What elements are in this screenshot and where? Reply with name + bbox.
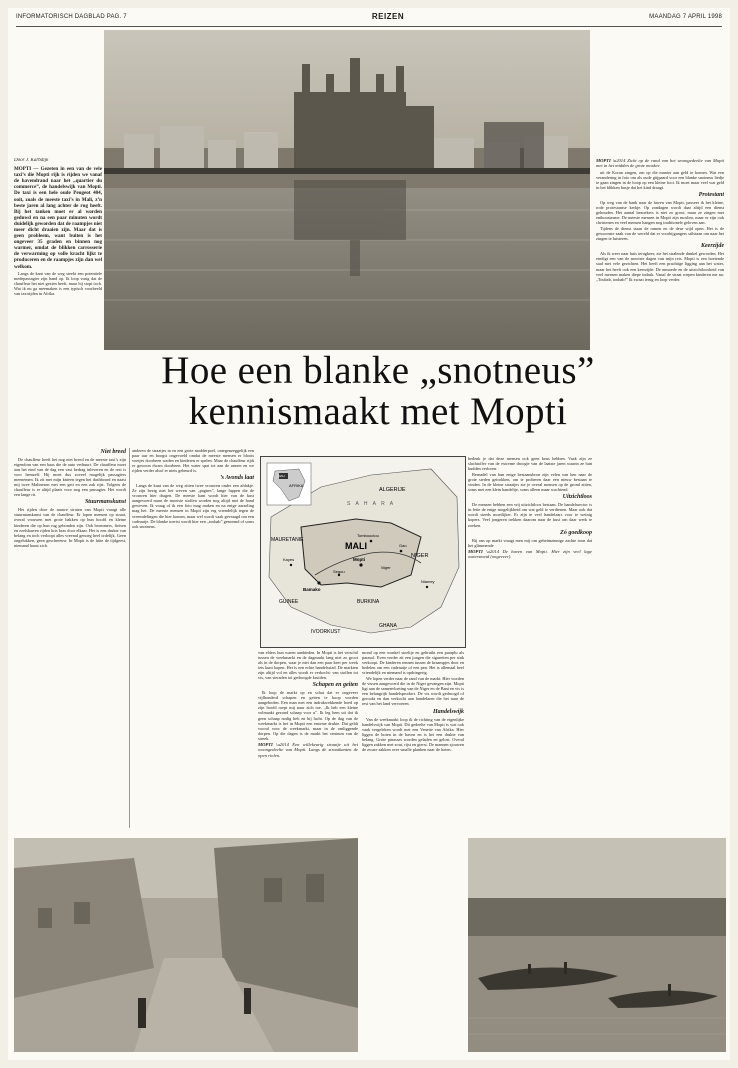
map-label-ghana: GHANA xyxy=(379,623,397,629)
caption-left: MOPTI \u2014 Een willekeurig straatje uit het woongedeelte van Mopti. Langs de straatkanten de open riolen. xyxy=(258,741,358,758)
column-c xyxy=(258,650,358,850)
headline-line-2: kennismaakt met Mopti xyxy=(188,390,568,433)
harbor-photo xyxy=(468,838,726,1052)
map-label-burkina: BURKINA xyxy=(357,599,380,605)
col-f3-text: Tijdens de dienst staan de ramen en de deur wijd open. Het is de gewoonste zaak van de wereld dat er voorbijgangers stilstaan om naar het zingen te luisteren. xyxy=(596,226,724,242)
col-a-text: De chauffeur heeft het nog niet breed en de meeste taxi’s zijn eigendom van een baas die de auto verhuurt. De chauffeur moet aan het eind van de dag een vast bedrag inleveren en de rest is voor hemzelf. Hij moet dus zoveel mogelijk passagiers meenemen. Ik zit met mijn knieen tegen het dashboard en naast mij twee Malinezen met een geit en een zak rijst. Volgens de chauffeur is er altijd plaats voor nog een passagier. Het wordt een lange rit. xyxy=(14,457,126,498)
col-e2-text: Bernadel van hun enige bestaansbron zijn velen van hen naar de grote steden getrokken, om te proberen daar een nieuw bestaan te vinden. In de kleine straatjes zie je overal mensen op de grond zitten, soms met een klein handeltje, soms alleen maar wachtend. xyxy=(468,472,592,493)
caption-right-mid-text: De haven van Mopti. Hier zijn veel lage watersmeid (ongeveer). xyxy=(468,548,592,560)
col-f-text: uit de Koran zingen, om op die manier aan geld te komen. Wat een verandering in foto om als oude gitjpaard voor een blanke snotneus liedje te gaan zingen in de hoop op een kleine fooi. Ik moet maar veel wat geld in het blikken busje dat het kind draagt. xyxy=(596,169,724,190)
masthead xyxy=(16,14,722,27)
subhead-uitzichtloos: Uitzichtloos xyxy=(562,494,592,501)
map-label-algerije: ALGERIJE xyxy=(379,487,406,493)
col-b-text: anderen de straatjes in en een grote modderpoel, ontegenzeggelijk een paar uur en hoogst ongevoeld omdat de meeste mensen er bloots voetjes doorheen waden en kinderen er spelen. Maar de chauffeur rijdt er gewoon dwars doorheen. Het water spat tot aan de ramen en we rijden verder alsof er niets gebeurd is. xyxy=(132,448,254,474)
lead-body: Langs de kant van de weg steekt een potentiele medepassagier zijn hand op. Ik loop vurig dat de chauffeur het niet gezien heeft, maar hij stopt toch. Wat ik nu ga meemaken is een typisch voorbeeld van taxirijden in Afrika. xyxy=(14,270,102,296)
map-label-ivoorkust: IVOORKUST xyxy=(311,629,341,635)
col-d3-text: Van de weekmarkt loop ik de richting van de eigenlijke handelswijk van Mopti. Dit gedeelte van Mopti is wat ook vaak vergeleken wordt met een Venetie van Afrika. Hier liggen de boten in de haven en is het een drukte van belang. Grote pinasses worden geladen en gelost. Overal liggen zakken met zout, rijst en gierst. De mannen sjouwen de zware zakken over smalle planken naar de boten. xyxy=(362,716,464,752)
column-rule xyxy=(129,448,130,828)
caption-right-mid-tag: MOPTI xyxy=(468,548,483,554)
map-label-mali: MALI xyxy=(345,541,367,551)
map-label-niger: NIGER xyxy=(411,553,429,559)
subhead-protestant: Protestant xyxy=(698,192,724,198)
map-city-niamey: Niamey xyxy=(421,579,435,584)
byline: Door J. Karbdijk xyxy=(14,158,49,163)
right-top-column xyxy=(596,158,724,808)
street-photo xyxy=(14,838,358,1052)
map-city-segou: Segou xyxy=(333,569,345,574)
column-b xyxy=(132,448,254,833)
map-city-bamako: Bamako xyxy=(303,587,321,592)
col-b2-text: Langs de kant van de weg zitten twee vrouwen onder een afdakje. Ze zijn bezig met het weven van „pagnes”, lange lappen die de vrouwen hier dragen. De meeste kant wordt hier van de kust aangevoerd maar de mooiste stoffen worden nog altijd met de hand geweven. Ik vraag of ik een foto mag maken en na enige aarzeling mag het. De meeste mensen in Mopti zijn erg vriendelijk tegen de vreemdelingen die hier komen, maar wel wordt vaak gevraagd om een cadeautje. De blanke toerist wordt hier een „toubab” genoemd of soms ook snotneus. xyxy=(132,483,254,529)
col-f4-text: Als ik weer naar huis terugkeer, zie het stralende dunkel geworden. Het eindigt een van de mooiste dagen van mijn reis. Mopti is een boeiende stad met vele gezichten. Het heeft een prachtige ligging aan het water, maar het heeft ook een keerzijde. De armoede en de uitzichtloosheid van veel mensen maken diepe indruk. Vanaf de straat roepen kinderen me na: „Toubab, toubab!” Ik zwaai terug en loop verder. xyxy=(596,251,724,282)
headline xyxy=(108,350,648,432)
section-title: REIZEN xyxy=(371,12,405,21)
col-c2-text: Ik loop de markt op en schat dat er ongeveer vijfhonderd schapen en geiten te koop worden aangeboden. Een man met een indrukwekkende hoed op zijn hoofd roept mij naar zich toe. „Ik heb een kleine volmaakt gezond schaap voor u”. Ik leg hem uit dat ik geen schaap nodig heb en hij lacht. Op de dag van de weekmarkt is het in Mopti een enorme drukte. Dat geldt vooral voor de weekmarkt, maar in de omliggende dorpen. Op die dagen is de markt het centrum van de streek. xyxy=(258,690,358,741)
column-d xyxy=(362,650,464,1050)
map-label-guinee: GUINEE xyxy=(279,599,299,605)
column-e xyxy=(468,456,592,826)
caption-left-text: Een willekeurig straatje uit het woongedeelte van Mopti. Langs de straatkanten de open riolen. xyxy=(258,741,358,758)
caption-top-right: MOPTI \u2014 Zicht op de rand van het woongedeelte van Mopti met in het midden de grote moskee. xyxy=(596,158,724,169)
map-city-mopti: Mopti xyxy=(353,557,365,562)
map-label-africa: AFRIKA xyxy=(289,483,304,488)
map-label-sahara: S A H A R A xyxy=(347,501,396,507)
map-label-mauretanie: MAURETANIE xyxy=(271,537,304,543)
map-city-tombouctou: Tombouctou xyxy=(357,533,379,538)
masthead-date: MAANDAG 7 APRIL 1998 xyxy=(649,14,722,20)
subhead-handelswijk: Handelswijk xyxy=(432,708,464,715)
lead-intro: MOPTI — Gezeten in een van de vele taxi’s die Mopti rijk is rijden we vanaf de havendrand naar het „quartier du commerce”, de handelswijk van Mopti. De taxi is een hele oude Peugeot 404, ooit, zoals de meeste taxi’s in Mali, z’n beste jaren al lang achter de rug heeft. Bij het tanken moet er al worden geduwd en na een paar minuten wordt duidelijk geworden dat de raampjes niet meer dicht draaien zijn. Maar dat is geen probleem, want buiten is het ongeveer 35 graden en binnen nog warmer, omdat de blikken carrosserie de verwarming op volle kracht lijkt te produceren en de raampjes zijn dan wel welkom. xyxy=(14,166,102,270)
caption-top-right-tag: MOPTI xyxy=(596,158,611,163)
column-a xyxy=(14,448,126,833)
map-label-mali-small: MALI xyxy=(278,474,286,478)
col-e4-text: Bij ons op markt vraagt men mij om geheimzinnige zachte toon dat het glimmende xyxy=(468,537,592,548)
subhead-stuurmanskunst: Stuurmanskunst xyxy=(84,499,126,506)
col-c-text: van elders hun waren aanbieden. In Mopti is het verschil tussen de weekmarkt en de dagmarkt lang niet zo groot als in de dorpen, waar je niet dan een paar keer per week iets kunt kopen. Het is een echte handelsstad. De markten zijn altijd vol en alles wordt er verkocht: van stoffen tot vis, van sieraden tot gedroogde kruiden. xyxy=(258,650,358,681)
map-city-kayes: Kayes xyxy=(283,557,295,562)
mosque-photo xyxy=(104,30,590,350)
headline-line-1: Hoe een blanke „snotneus” xyxy=(161,349,595,392)
mali-map xyxy=(260,456,466,648)
subhead-zo-goedkoop: Zó goedkoop xyxy=(560,529,592,536)
col-d2-text: We lopen verder naar de rand van de markt. Hier worden de vissen aangevoerd die in de Niger gevangen zijn. Mopti ligt aan de samenvloeiing van de Niger en de Bani en vis is een belangrijk handelsproduct. De vis wordt gedroogd of gerookt en dan verkocht aan handelaren die het naar de rest van het land vervoeren. xyxy=(362,676,464,707)
subhead-avonds: ’s Avonds laat xyxy=(220,475,254,482)
lead-column xyxy=(14,158,102,448)
newspaper-page xyxy=(8,8,730,1060)
map-city-gao: Gao xyxy=(399,543,407,548)
caption-left-tag: MOPTI xyxy=(258,741,273,747)
col-e3-text: De mensen hebben een vrij uitzichtloos bestaan. De handelssector is in feite de enige mogelijkheid om wat geld te verdienen. Maar ook dat wordt steeds moeilijker. Er zijn te veel handelaars voor te weinig kopers. Veel jongeren trekken daarom naar de kust om daar werk te zoeken. xyxy=(468,502,592,528)
subhead-niet-breed: Niet breed xyxy=(100,449,126,455)
subhead-keerzijde: Keerzijde xyxy=(701,243,724,250)
caption-top-right-text: Zicht op de rand van het woongedeelte van Mopti met in het midden de grote moskee. xyxy=(596,158,724,169)
col-d-text: mond op een wonkel stoeltje en gebruikt een paraplu als parasol. Even verder zit een jongen die sigaretten per stuk verkoopt. De kinderen rennen tussen de kraampjes door en bedelen om een cadeautje of een pen. Het is allemaal heel vriendelijk en niemand is opdringerig. xyxy=(362,650,464,676)
subhead-schapen: Schapen en geiten xyxy=(312,682,358,689)
col-e-text: bedenk je dat deze mensen ook geen keus hebben. Vaak zijn ze slachtoffer van de extreme droogte van de laatste jaren waarin ze hun kudden verloren. xyxy=(468,456,592,472)
masthead-left: INFORMATORISCH DAGBLAD PAG. 7 xyxy=(16,14,127,20)
map-river-niger: Niger xyxy=(381,565,391,570)
caption-right-mid: MOPTI \u2014 De haven van Mopti. Hier zijn veel lage watersmeid (ongeveer). xyxy=(468,548,592,560)
col-a2-text: Het rijden door de nauwe straten van Mopti vraagt alle stuurmanskunst van de chauffeur. Er lopen mensen op straat, overal vrouwen met grote bakken op hun hoofd en kleine kinderen die op hun rug gebonden zijn. Ook brommers, fietsen en ezelskarren rijden kris kras door elkaar. Het is een drukte van belang en toch verloopt alles vreemd genoeg heel ordelijk. Geen ongelukken, geen geschreeuw. In Mopti is de hitte de tijdgeest, niemand haast zich. xyxy=(14,507,126,548)
col-f2-text: Op weg van de bank naar de haven van Mopti, passeer ik het kleine, rode protestantse kerkje. Op zondagen wordt daar altijd een dienst gehouden. Het aantal bezoekers is niet zo groot, maar ze zingen met enthousiasme. De meeste mensen in Mopti zijn moslim, maar er zijn ook christenen en veel mensen hangen nog traditionele geloven aan. xyxy=(596,200,724,226)
